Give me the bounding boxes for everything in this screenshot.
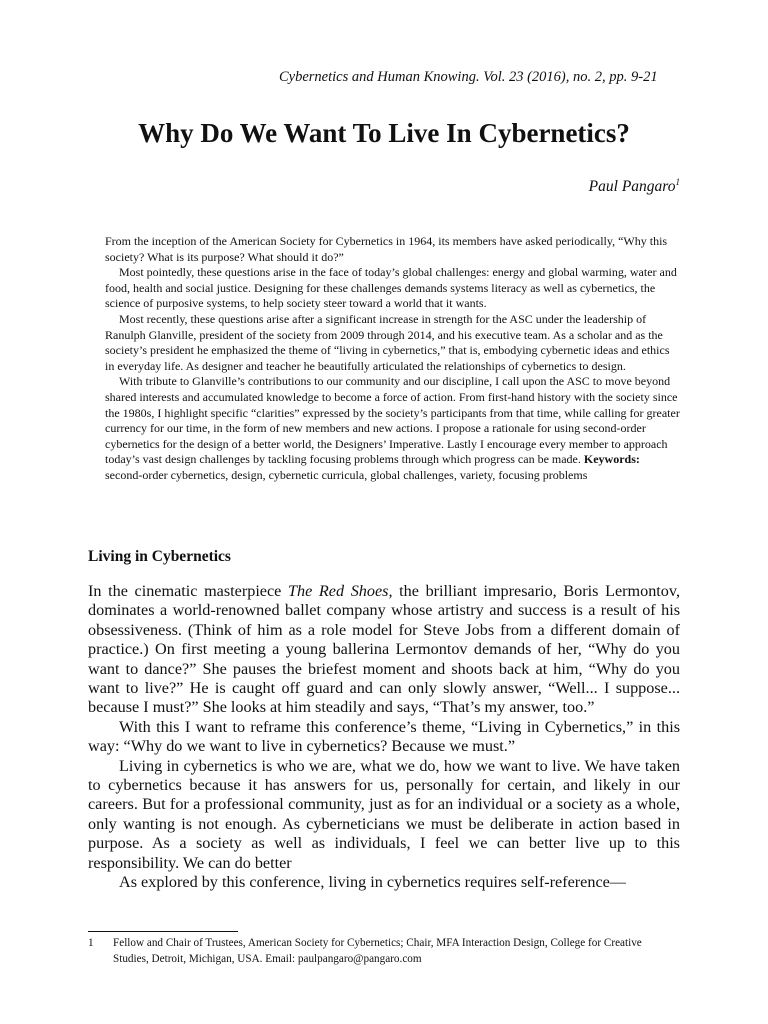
body-text-segment: the brilliant impresario, Boris Lermontov, dominates a world-renowned ballet company whose artistry and success is a result of his obsessiveness. (Think of him as a role model for Steve Jobs from a different domain of practice.) On first meeting a young ballerina Lermontov demands of her, “Why do you want to dance?” She pauses the briefest moment and shoots back at him, “Why do you want to live?” He is caught off guard and can only slowly answer, “Well... I suppose... because I must?” She looks at him steadily and says, “That’s my answer, too.” [88, 582, 680, 717]
journal-reference: Cybernetics and Human Knowing. Vol. 23 (2016), no. 2, pp. 9-21 [279, 69, 658, 85]
abstract-paragraph: Most pointedly, these questions arise in the face of today’s global challenges: energy and global warming, water and food, health and social justice. Designing for these challenges demands systems literacy as well as cybernetics, the science of purposive systems, to help society steer toward a world that it wants. [105, 265, 677, 311]
abstract-paragraph-text: With tribute to Glanville’s contributions to our community and our discipline, I call upon the ASC to move beyond shared interests and accumulated knowledge to become a force of action. From first-hand history with the society since the 1980s, I highlight specific “clarities” expressed by the society’s participants from that time, while calling for greater currency for our time, in the form of new members and new actions. I propose a rationale for using second-order cybernetics for the design of a better world, the Designers’ Imperative. Lastly I encourage every member to approach today’s vast design challenges by tackling focusing problems through which progress can be made. [105, 374, 680, 467]
body-text [88, 582, 680, 893]
author-footnote-marker: 1 [675, 176, 680, 187]
footnote-text: Fellow and Chair of Trustees, American Society for Cybernetics; Chair, MFA Interaction Design, College for Creative Studies, Detroit, Michigan, USA. Email: paulpangaro@pangaro.com [113, 937, 642, 965]
footnote-divider [88, 931, 238, 932]
author-line [589, 178, 680, 196]
section-heading: Living in Cybernetics [88, 548, 231, 565]
footnote-number: 1 [88, 937, 94, 949]
body-paragraph: With this I want to reframe this conference’s theme, “Living in Cybernetics,” in this way: “Why do we want to live in cybernetics? Because we must.” [88, 717, 680, 756]
paper-title: Why Do We Want To Live In Cybernetics? [138, 118, 630, 148]
body-paragraph: As explored by this conference, living in cybernetics requires self-reference— [119, 873, 626, 892]
abstract-paragraph [105, 374, 680, 483]
footnote [88, 936, 668, 967]
film-title: The Red Shoes, [288, 582, 393, 600]
body-text-segment: In the cinematic masterpiece [88, 582, 288, 600]
keywords-label: Keywords: [583, 452, 640, 467]
author-name: Paul Pangaro [588, 178, 676, 195]
body-paragraph [88, 582, 680, 718]
body-paragraph: Living in cybernetics is who we are, what we do, how we want to live. We have taken to cybernetics because it has answers for us, personally for certain, and likely in our careers. But for a professional community, just as for an individual or a society as a whole, only wanting is not enough. As cyberneticians we must be deliberate in action based in purpose. As a society as well as individuals, I feel we can better live up to this responsibility. We can do better [88, 756, 680, 872]
keywords-list: second-order cybernetics, design, cybernetic curricula, global challenges, variety, focusing problems [105, 467, 588, 482]
abstract-paragraph: Most recently, these questions arise after a significant increase in strength for the ASC under the leadership of Ranulph Glanville, president of the society from 2009 through 2014, and his executive team. As a scholar and as the society’s president he emphasized the theme of “living in cybernetics,” that is, embodying cybernetic ideas and ethics in everyday life. As designer and teacher he beautifully articulated the relationships of cybernetics to design. [105, 311, 670, 373]
abstract-paragraph: From the inception of the American Society for Cybernetics in 1964, its members have asked periodically, “Why this society? What is its purpose? What should it do?” [105, 234, 668, 264]
abstract [105, 234, 680, 484]
